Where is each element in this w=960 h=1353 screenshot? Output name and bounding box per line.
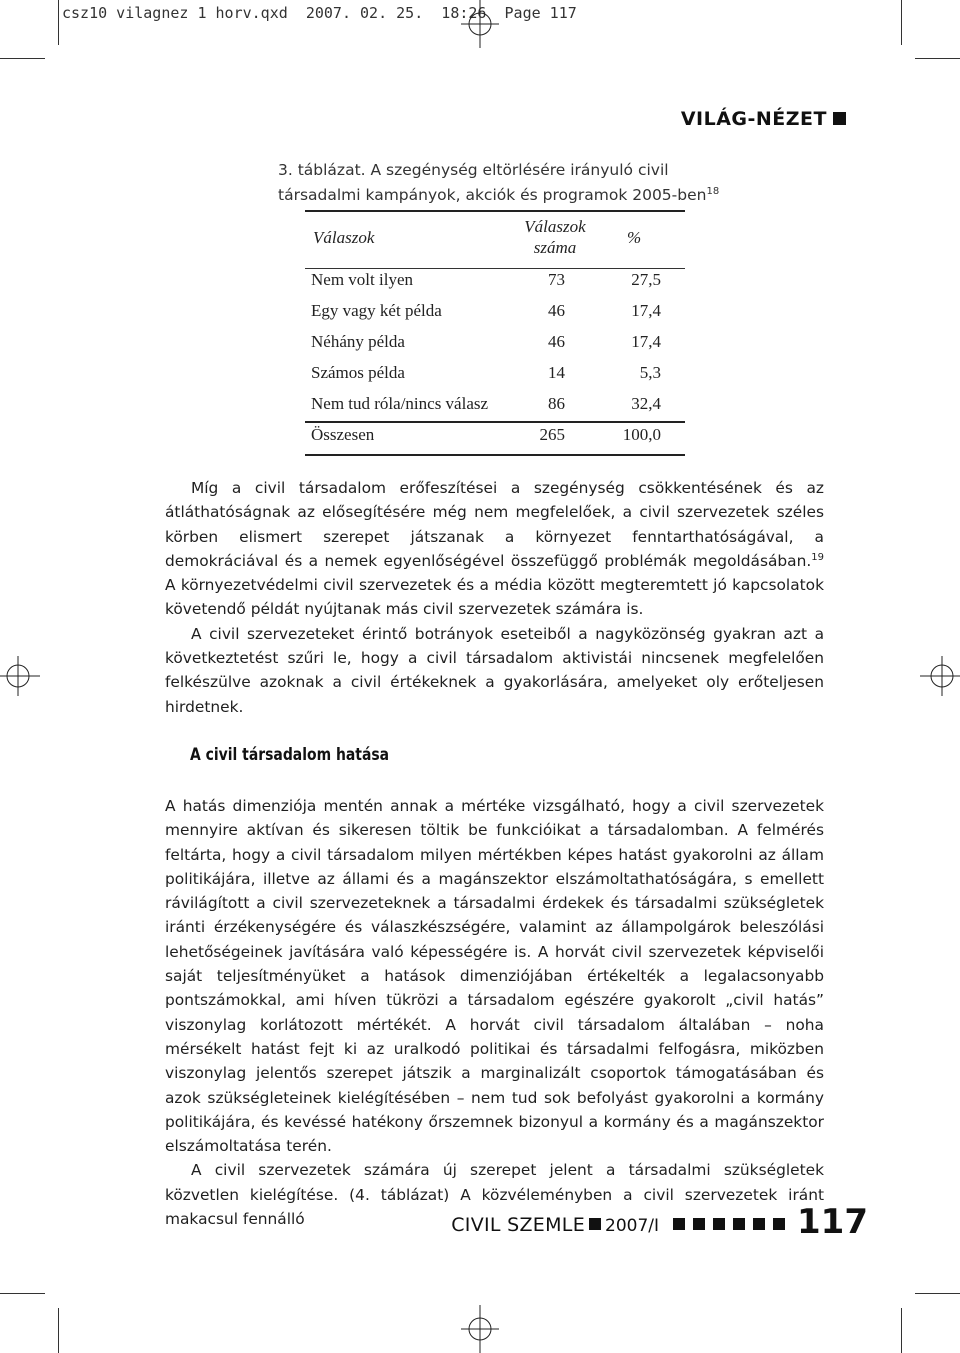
square-bullet-icon [713,1218,725,1230]
table-cell: 5,3 [639,363,661,382]
crop-mark [915,58,960,59]
square-bullet-icon [773,1218,785,1230]
table-cell: 265 [539,425,565,444]
table-cell: Néhány példa [311,332,405,351]
table-cell: 27,5 [631,270,661,289]
table-cell: 46 [548,332,565,351]
table-caption [278,158,748,208]
page-footer [451,1202,868,1242]
square-bullet-icon [693,1218,705,1230]
paragraph: A civil szervezetek számára új szerepet jelent a társadalmi szükségletek közvetlen kielégítése. (4. táblázat) A közvéleményben a civil szervezetek iránt makacsul fennálló [165,1161,824,1229]
table-header-cell: % [627,228,642,247]
table-cell: 46 [548,301,565,320]
square-bullet-icon [733,1218,745,1230]
registration-mark-bottom [456,1305,504,1353]
table-cell: Számos példa [311,363,405,382]
table-rule [305,421,685,423]
body-text-2 [165,794,824,1231]
table-cell: Nem tud róla/nincs válasz [311,394,489,413]
crop-mark [0,1293,45,1294]
table-row [305,270,685,298]
paragraph: Míg a civil társadalom erőfeszítései a szegénység csökkentésének és az átláthatóságnak az elősegítésére még nem megfelelőek, a civil szervezetek széles körben elismert szerepet játszanak a környezet fenntarthatóságával, a demokráciával és a nemek egyenlőségével összefüggő problémák megoldásában.$^{19}$ A környezetvédelmi civil szervezetek és a média között megteremtett jó kapcsolatok követendő példát nyújtanak más civil szervezetek számára is. [165,479,824,619]
footnote-ref: 18 [706,185,720,197]
crop-mark [0,58,45,59]
table-total-row [305,425,685,453]
table-header-cell: Válaszok [313,228,375,247]
table-cell: 86 [548,394,565,413]
crop-mark [58,0,59,45]
table-cell: 32,4 [631,394,661,413]
square-bullet-icon [753,1218,765,1230]
crop-mark [901,1308,902,1353]
issue-number: 2007/I [605,1216,660,1236]
section-header [681,108,846,130]
caption-text: 3. táblázat. A szegénység eltörlésére irányuló civil társadalmi kampányok, akciók és programok 2005-ben [278,161,707,204]
paragraph: A hatás dimenziója mentén annak a mértéke vizsgálható, hogy a civil szervezetek mennyire aktívan és sikeresen töltik be funkcióikat a társadalomban. A felmérés feltárta, hogy a civil társadalom milyen mértékben képes hatást gyakorolni az állam politikájára, illetve az állami és a magánszektor elszámoltathatóságára, s emellett rávilágított a civil szervezeteknek a társadalmi érdekek és társadalmi szükségletek iránti érzékenységére és válaszkészségére, valamint az állampolgárok beleszólási lehetőségeinek javítására való képességére is. A horvát civil szervezetek képviselői saját teljesítményüket a hatások dimenziójában értékelték a legalacsonyabb pontszámokkal, ami híven tükrözi a társadalom egészére gyakorolt „civil hatás” viszonylag korlátozott mértékét. A horvát civil társadalom általában – noha mérsékelt hatást fejt ki az uralkodó politikai és társadalmi felfogásra, miközben viszonylag jelentős szerepet játszik a marginalizált csoportok támogatásában és azok szükségleteinek kielégítésében – nem tud sok befolyást gyakorolni a kormány politikájára, és kevéssé hatékony őrszemnek bizonyul a kormány és a magánszektor elszámoltatása terén. [165,797,824,1156]
section-title: VILÁG-NÉZET [680,108,827,130]
table-cell: 100,0 [622,425,661,444]
table-cell: Nem volt ilyen [311,270,413,289]
table-header-cell: Válaszok száma [524,217,586,257]
footnote-ref: 19 [811,551,824,563]
table-rule [305,268,685,269]
table-row [305,394,685,422]
crop-mark [58,1308,59,1353]
page-number: 117 [797,1202,868,1242]
registration-mark-right [912,652,960,700]
body-text-1 [165,476,824,719]
paragraph: A civil szervezeteket érintő botrányok eseteiből a nagyközönség gyakran azt a következtetést szűri le, hogy a civil társadalom aktivistái nincsenek megfelelően felkészülve azoknak a civil értékeknek a gyakorlására, amelyeket oly erőteljesen hirdetnek. [165,624,824,716]
table-cell: 17,4 [631,301,661,320]
table-rule [305,454,685,456]
crop-mark [915,1293,960,1294]
table-cell: Egy vagy két példa [311,301,442,320]
registration-mark-top [456,0,504,48]
crop-mark [901,0,902,45]
journal-name: CIVIL SZEMLE [451,1214,585,1236]
table-cell: 17,4 [631,332,661,351]
square-bullet-icon [673,1218,685,1230]
table-row [305,363,685,391]
square-bullet-icon [589,1218,601,1230]
table-row [305,301,685,329]
table-cell: Összesen [311,425,375,444]
square-bullet-icon [833,112,846,125]
table-row [305,332,685,360]
print-slug: csz10 vilagnez 1 horv.qxd 2007. 02. 25. 18:26 Page 117 [62,4,577,22]
subheading: A civil társadalom hatása [190,745,390,765]
table-cell: 14 [548,363,565,382]
table-cell: 73 [548,270,565,289]
table-rule [305,210,685,212]
registration-mark-left [0,652,48,700]
